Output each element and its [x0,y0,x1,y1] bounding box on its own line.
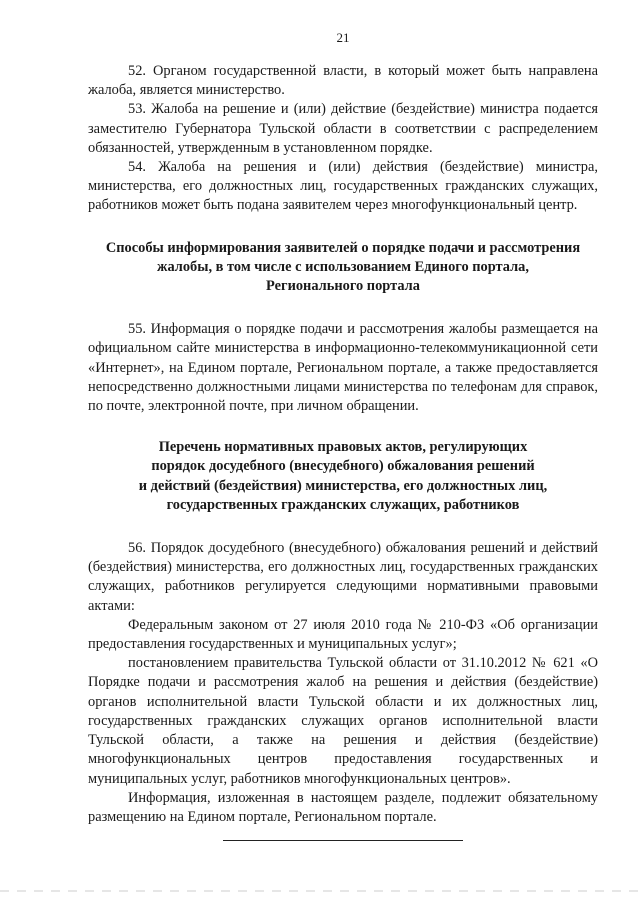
paragraph-publication-note: Информация, изложенная в настоящем разделе, подлежит обязательному размещению на Едином портале, Региональном портале. [88,789,598,825]
section-title-legal-acts [88,438,598,515]
section-title-line: Способы информирования заявителей о порядке подачи и рассмотрения [105,239,581,256]
section-title-line: порядок досудебного (внесудебного) обжалования решений [151,458,535,475]
section-title-informing [88,239,598,297]
page-number: 21 [336,30,350,45]
paragraph-federal-law: Федеральным законом от 27 июля 2010 года № 210-ФЗ «Об организации предоставления государственных и муниципальных услуг»; [88,616,598,653]
paragraph-regional-decree: постановлением правительства Тульской области от 31.10.2012 № 621 «О Порядке подачи и рассмотрения жалоб на решения и действия (бездействие) органов исполнительной власти Тульской области и их должностных лиц, государственных гражданских служащих органов исполнительной власти Тульской области, а также на решения и действия (бездействие) многофункциональных центров предоставления государственных и муниципальных услуг, работников многофункциональных центров». [88,655,598,787]
paragraph-52: 52. Органом государственной власти, в который может быть направлена жалоба, является министерство. [88,63,598,99]
end-divider [223,840,463,841]
section-title-line: государственных гражданских служащих, работников [166,496,520,513]
paragraph-56: 56. Порядок досудебного (внесудебного) обжалования решений и действий (бездействия) министерства, его должностных лиц, государственных гражданских служащих, работников регулируется следующими нормативными правовыми актами: [88,540,598,614]
paragraph-55: 55. Информация о порядке подачи и рассмотрения жалобы размещается на официальном сайте министерства в информационно-телекоммуникационной сети «Интернет», на Едином портале, Региональном портале, а также предоставляется непосредственно должностными лицами министерства по телефонам для справок, по почте, электронной почте, при личном обращении. [88,321,598,415]
scan-artifact [0,890,640,892]
section-title-line: и действий (бездействия) министерства, его должностных лиц, [138,477,548,494]
section-title-line: жалобы, в том числе с использованием Единого портала, [157,258,529,275]
section-title-line: Перечень нормативных правовых актов, регулирующих [158,439,528,456]
paragraph-54: 54. Жалоба на решения и (или) действия (бездействие) министра, министерства, его должностных лиц, государственных гражданских служащих, работников может быть подана заявителем через многофункциональный центр. [88,159,598,214]
section-title-line: Регионального портала [266,278,420,295]
paragraph-53: 53. Жалоба на решение и (или) действие (бездействие) министра подается заместителю Губернатора Тульской области в соответствии с распределением обязанностей, утвержденным в установленном порядке. [88,101,598,156]
